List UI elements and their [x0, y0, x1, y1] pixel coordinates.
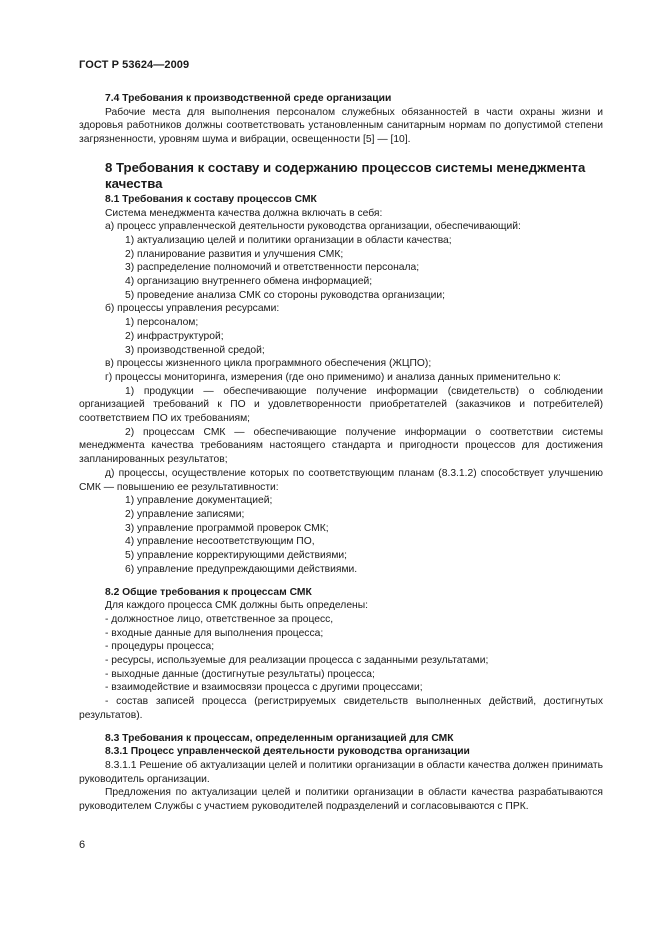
dash-item: - состав записей процесса (регистрируемых свидетельств выполненных действий, достигнутых результатов). — [79, 696, 603, 721]
list-item-d-2: 2) управление записями; — [125, 508, 245, 520]
list-item-d-3: 3) управление программой проверок СМК; — [125, 522, 329, 534]
dash-item: - должностное лицо, ответственное за процесс, — [105, 613, 334, 625]
section-8-2-intro: Для каждого процесса СМК должны быть определены: — [105, 600, 368, 612]
list-item-d-1: 1) управление документацией; — [125, 495, 273, 507]
list-item-d-6: 6) управление предупреждающими действиями. — [125, 563, 358, 575]
list-item-a-1: 1) актуализацию целей и политики организации в области качества; — [125, 234, 452, 246]
dash-item: - входные данные для выполнения процесса; — [105, 627, 324, 639]
list-item-g-2: 2) процессам СМК — обеспечивающие получение информации о соответствии системы менеджмента качества требованиям настоящего стандарта и пригодности процессов для достижения запланированных результатов; — [79, 426, 603, 466]
section-8-3-1-1-text-2: Предложения по актуализации целей и политики организации в области качества разрабатываются руководителем Службы с участием руководителей подразделений и согласовываются с ПРК. — [79, 787, 603, 813]
list-item-a-3: 3) распределение полномочий и ответственности персонала; — [125, 262, 420, 274]
list-item-d: д) процессы, осуществление которых по соответствующим планам (8.3.1.2) способствует улучшению СМК — повышению ее результативности: — [79, 467, 603, 493]
section-7-4-heading: 7.4 Требования к производственной среде организации — [105, 93, 392, 104]
standard-header: ГОСТ Р 53624—2009 — [79, 59, 190, 71]
section-8-3-1-1-text: 8.3.1.1 Решение об актуализации целей и политики организации в области качества должен принимать руководитель организации. — [79, 759, 603, 785]
dash-item: - взаимодействие и взаимосвязи процесса с другими процессами; — [105, 682, 423, 694]
list-item-b-1: 1) персоналом; — [125, 317, 199, 329]
section-8-2-heading: 8.2 Общие требования к процессам СМК — [105, 586, 312, 598]
section-8-3-1-heading: 8.3.1 Процесс управленческой деятельности руководства организации — [105, 746, 470, 758]
list-item-b-2: 2) инфраструктурой; — [125, 330, 224, 342]
page-number: 6 — [79, 839, 86, 851]
list-item-d-5: 5) управление корректирующими действиями; — [125, 550, 348, 562]
list-item-a-4: 4) организацию внутреннего обмена информацией; — [125, 276, 373, 288]
list-item-d-4: 4) управление несоответствующим ПО, — [125, 536, 315, 548]
list-item-b-3: 3) производственной средой; — [125, 344, 265, 356]
list-item-g: г) процессы мониторинга, измерения (где оно применимо) и анализа данных применительно к: — [105, 371, 561, 383]
dash-item: - ресурсы, используемые для реализации процесса с заданными результатами; — [105, 655, 489, 667]
dash-item: - выходные данные (достигнутые результаты) процесса; — [105, 668, 375, 680]
list-item-a-5: 5) проведение анализа СМК со стороны руководства организации; — [125, 289, 445, 301]
list-item-g-1: 1) продукции — обеспечивающие получение информации (свидетельств) о соблюдении организацией требований к ПО и удовлетворенности приобретателей (заказчиков и потребителей) соответствием ПО их требованиям; — [79, 385, 603, 425]
list-item-b: б) процессы управления ресурсами: — [105, 303, 280, 315]
section-8-1-heading: 8.1 Требования к составу процессов СМК — [105, 193, 317, 205]
list-item-a: а) процесс управленческой деятельности руководства организации, обеспечивающий: — [105, 221, 521, 233]
section-8-heading: 8 Требования к составу и содержанию процессов системы менеджмента качества — [105, 159, 586, 192]
section-8-1-intro: Система менеджмента качества должна включать в себя: — [105, 207, 383, 219]
list-item-v: в) процессы жизненного цикла программного обеспечения (ЖЦПО); — [105, 358, 432, 370]
section-8-3-heading: 8.3 Требования к процессам, определенным организацией для СМК — [105, 732, 454, 744]
list-item-a-2: 2) планирование развития и улучшения СМК; — [125, 248, 344, 260]
page-content — [79, 92, 603, 814]
dash-item: - процедуры процесса; — [105, 641, 215, 653]
section-7-4-text: Рабочие места для выполнения персоналом служебных обязанностей в части охраны жизни и здоровья работников должны соответствовать установленным санитарным нормам по допустимой степени загрязненности, уровням шума и вибрации, освещенности [5] — [10]. — [79, 106, 603, 146]
